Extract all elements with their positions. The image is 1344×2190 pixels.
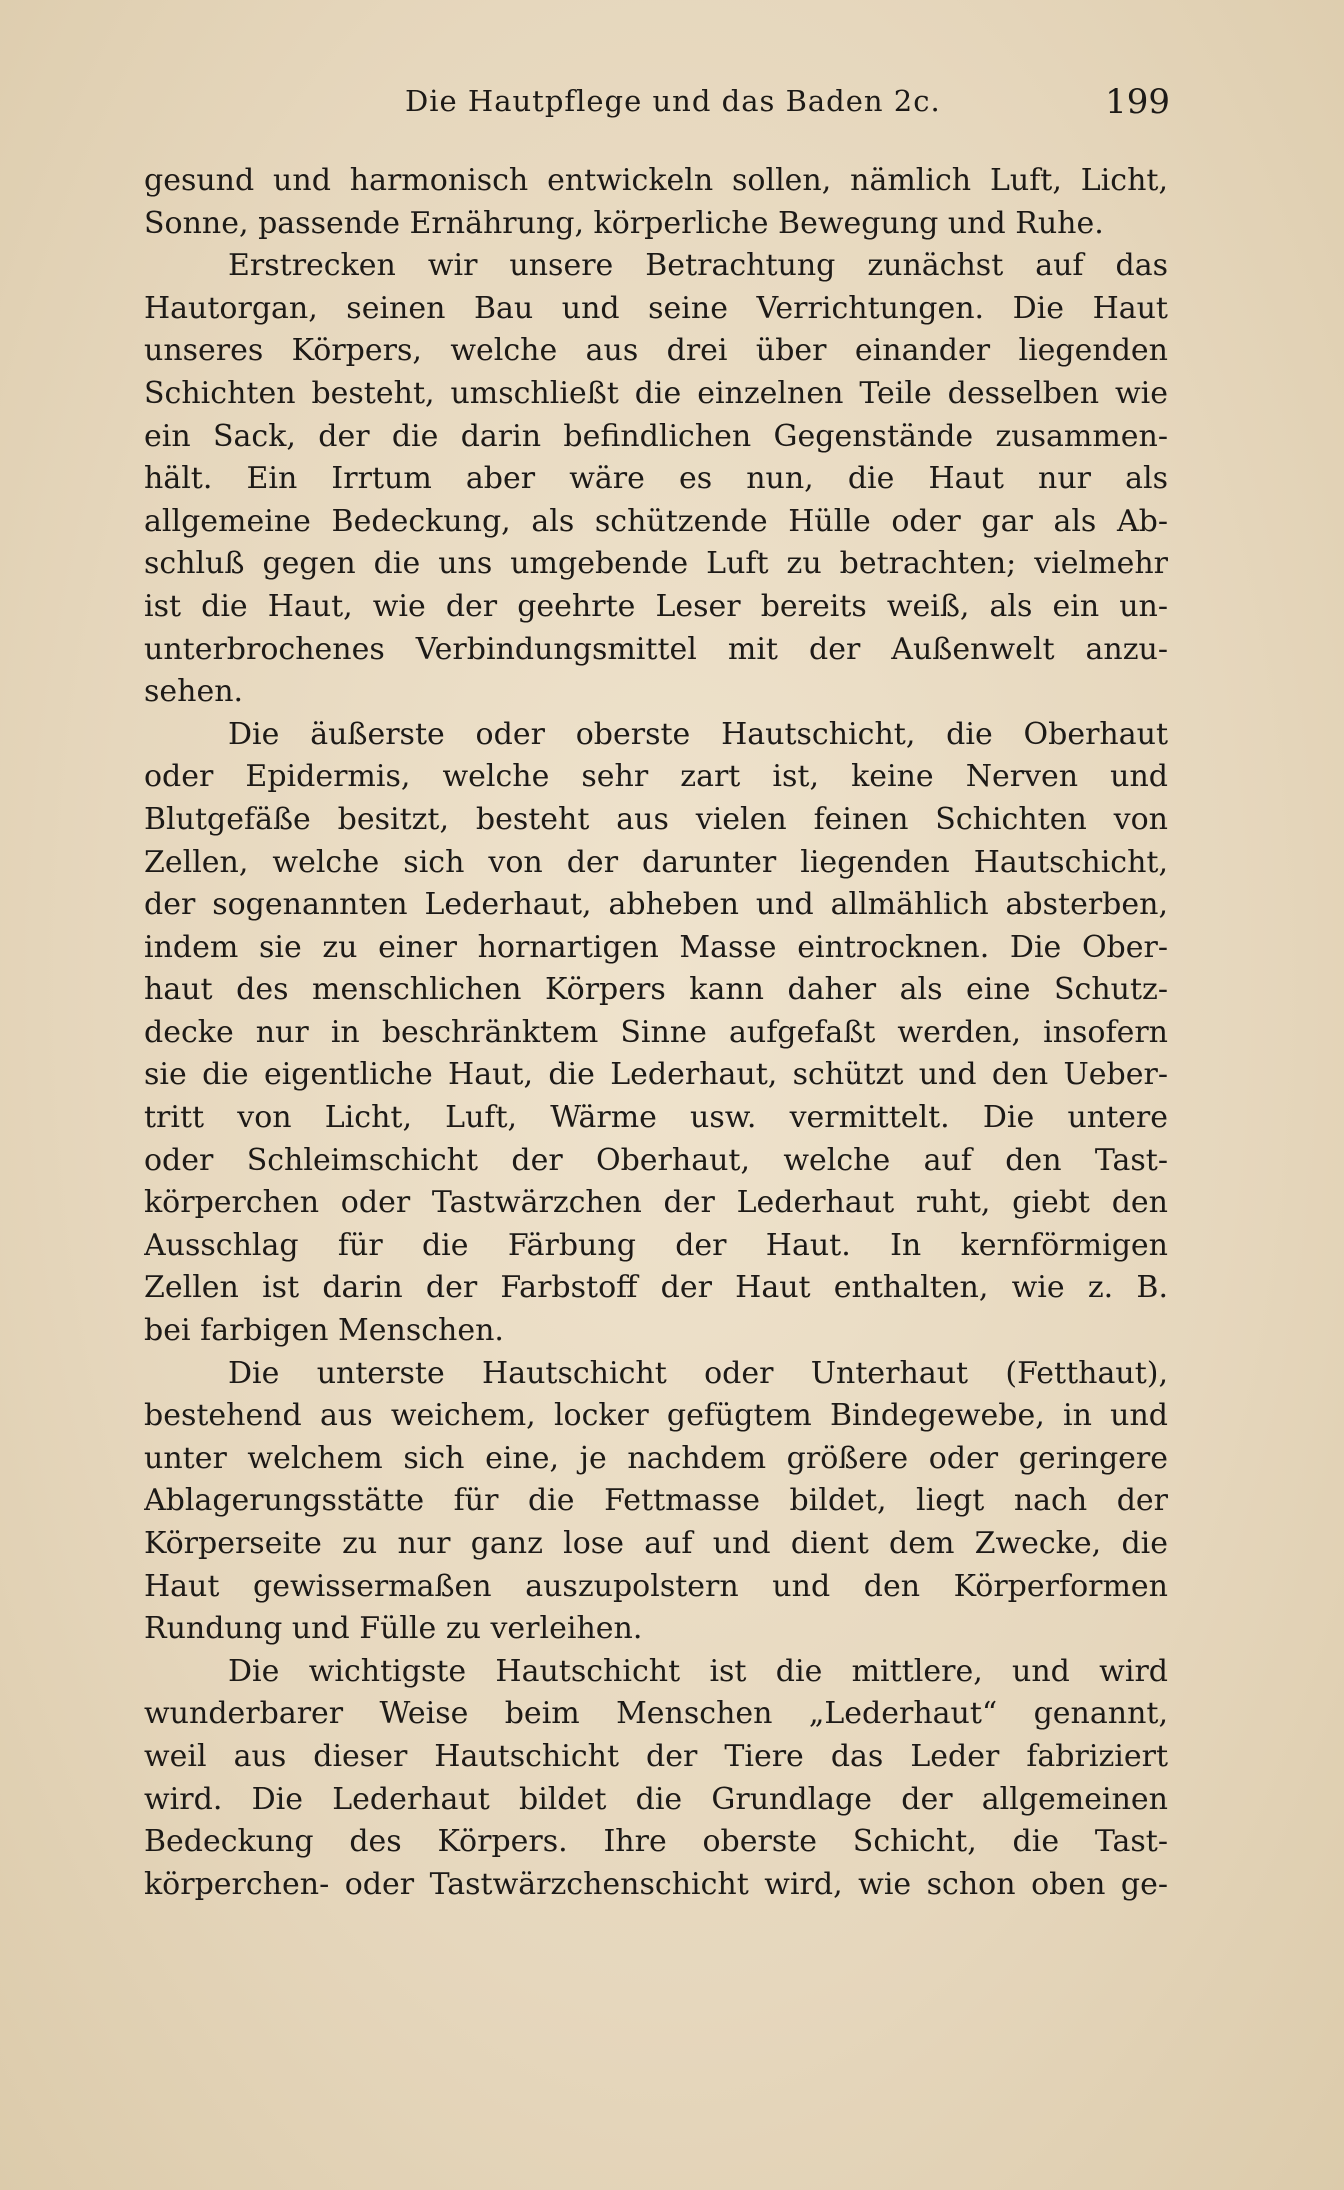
text-line: Erstrecken wir unsere Betrachtung zunächst auf das [228,248,1168,284]
text-line: körperchen- oder Tastwärzchenschicht wird, wie schon oben ge- [144,1866,1168,1902]
running-head [140,84,1170,134]
text-line: oder Epidermis, welche sehr zart ist, keine Nerven und [144,759,1168,795]
text-line: Zellen ist darin der Farbstoff der Haut enthalten, wie z. B. [144,1270,1168,1306]
text-line: Zellen, welche sich von der darunter liegenden Hautschicht, [144,844,1168,880]
text-line: ist die Haut, wie der geehrte Leser bereits weiß, als ein un- [144,588,1168,624]
text-line: Sonne, passende Ernährung, körperliche Bewegung und Ruhe. [144,205,1104,241]
text-line: sehen. [144,674,244,710]
paragraph [144,714,1168,1353]
text-line: Bedeckung des Körpers. Ihre oberste Schicht, die Tast- [144,1824,1168,1860]
text-line: schluß gegen die uns umgebende Luft zu betrachten; vielmehr [144,546,1168,582]
body-text [144,160,1168,1906]
text-line: bei farbigen Menschen. [144,1313,504,1349]
text-line: bestehend aus weichem, locker gefügtem Bindegewebe, in und [144,1398,1168,1434]
paragraph [144,245,1168,714]
running-title: Die Hautpflege und das Baden 2c. [405,84,941,118]
text-line: körperchen oder Tastwärzchen der Lederhaut ruht, giebt den [144,1185,1168,1221]
text-line: Haut gewissermaßen auszupolstern und den Körperformen [144,1568,1168,1604]
text-line: Die äußerste oder oberste Hautschicht, die Oberhaut [228,716,1168,752]
text-line: haut des menschlichen Körpers kann daher als eine Schutz- [144,972,1168,1008]
text-line: Körperseite zu nur ganz lose auf und dient dem Zwecke, die [144,1526,1168,1561]
text-line: unseres Körpers, welche aus drei über einander liegenden [144,333,1168,369]
text-line: ein Sack, der die darin befindlichen Gegenstände zusammen- [144,418,1168,454]
text-line: gesund und harmonisch entwickeln sollen, nämlich Luft, Licht, [144,163,1168,198]
text-line: wird. Die Lederhaut bildet die Grundlage der allgemeinen [144,1781,1168,1817]
text-line: unterbrochenes Verbindungsmittel mit der Außenwelt anzu- [144,631,1168,667]
text-line: sie die eigentliche Haut, die Lederhaut, schützt und den Ueber- [144,1057,1168,1093]
text-line: Die wichtigste Hautschicht ist die mittlere, und wird [228,1653,1168,1689]
text-line: weil aus dieser Hautschicht der Tiere das Leder fabriziert [144,1738,1168,1774]
text-line: tritt von Licht, Luft, Wärme usw. vermittelt. Die untere [144,1100,1168,1136]
text-line: allgemeine Bedeckung, als schützende Hülle oder gar als Ab- [144,503,1168,539]
paragraph [144,1651,1168,1907]
text-line: Ablagerungsstätte für die Fettmasse bildet, liegt nach der [144,1483,1168,1519]
text-line: Hautorgan, seinen Bau und seine Verrichtungen. Die Haut [144,290,1168,326]
text-line: hält. Ein Irrtum aber wäre es nun, die Haut nur als [144,461,1168,497]
text-line: indem sie zu einer hornartigen Masse eintrocknen. Die Ober- [144,929,1168,965]
text-line: Die unterste Hautschicht oder Unterhaut (Fetthaut), [228,1355,1168,1391]
text-line: oder Schleimschicht der Oberhaut, welche auf den Tast- [144,1142,1168,1178]
page-number: 199 [1105,82,1170,122]
text-line: Schichten besteht, umschließt die einzelnen Teile desselben wie [144,375,1168,411]
text-line: der sogenannten Lederhaut, abheben und allmählich absterben, [144,887,1168,923]
paragraph [144,1353,1168,1651]
text-line: Rundung und Fülle zu verleihen. [144,1611,643,1647]
text-line: unter welchem sich eine, je nachdem größere oder geringere [144,1440,1168,1476]
paragraph [144,160,1168,245]
text-line: decke nur in beschränktem Sinne aufgefaßt werden, insofern [144,1014,1168,1050]
text-line: wunderbarer Weise beim Menschen „Lederhaut“ genannt, [144,1696,1168,1732]
text-line: Blutgefäße besitzt, besteht aus vielen feinen Schichten von [144,801,1168,837]
text-line: Ausschlag für die Färbung der Haut. In kernförmigen [144,1227,1168,1263]
